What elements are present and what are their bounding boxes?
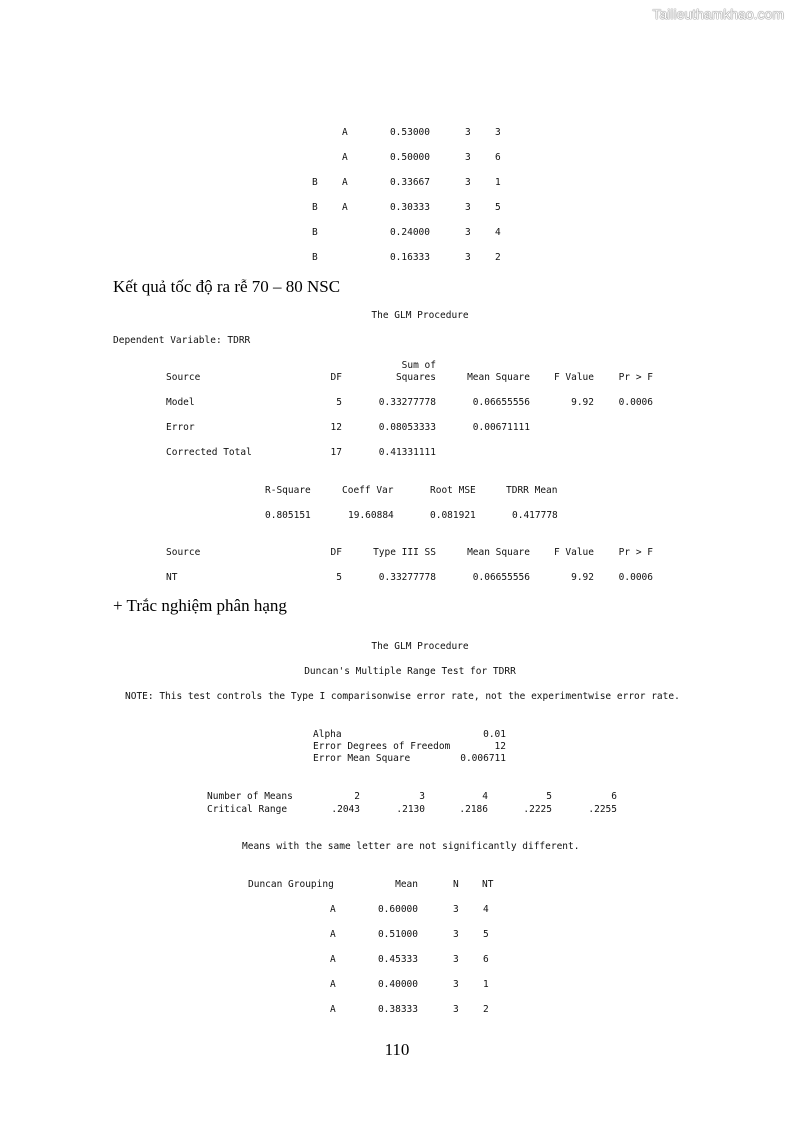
range-cell: .2130 [396,804,425,815]
range-cell: .2225 [523,804,552,815]
number-of-means-label: Number of Means [207,791,293,802]
n-cell: 3 [453,929,459,940]
mean-cell: 0.30333 [389,202,430,213]
df-cell: 17 [330,447,342,458]
grouping-letter: A [342,127,348,138]
duncan-subtitle: Duncan's Multiple Range Test for TDRR [304,666,516,677]
source-cell: Model [166,397,195,408]
source-header: Source [166,372,201,383]
n-cell: 3 [465,227,471,238]
ms-cell: 0.06655556 [472,397,530,408]
means-cell: 3 [419,791,425,802]
df-header: DF [330,372,342,383]
range-cell: .2186 [459,804,488,815]
nt-cell: 3 [495,127,501,138]
grouping-letter: A [342,152,348,163]
nt-cell: 5 [495,202,501,213]
source-cell: Corrected Total [166,447,252,458]
nt-cell: 2 [495,252,501,263]
rsquare-value: 0.805151 [265,510,311,521]
grouping-letter: A [330,954,336,965]
glm-title: The GLM Procedure [371,310,469,321]
cv-header: Coeff Var [342,485,394,496]
df-cell: 12 [330,422,342,433]
nt-cell: 4 [483,904,489,915]
grouping-letter: B [312,227,318,238]
means-cell: 2 [354,791,360,802]
mean-value: 0.417778 [512,510,558,521]
grouping-header: Duncan Grouping [248,879,334,890]
p-cell: 0.0006 [618,397,653,408]
df-header: DF [330,547,342,558]
ms-header: Mean Square [467,372,530,383]
duncan-glm-title: The GLM Procedure [371,641,469,652]
param-label: Alpha [313,729,342,740]
mean-cell: 0.38333 [377,1004,418,1015]
dependent-variable-label: Dependent Variable: TDRR [113,335,251,346]
nt-cell: 1 [483,979,489,990]
n-cell: 3 [465,202,471,213]
rmse-value: 0.081921 [430,510,476,521]
mean-header: TDRR Mean [506,485,558,496]
p-header: Pr > F [618,547,653,558]
mean-cell: 0.45333 [377,954,418,965]
section-heading-ranking-test: + Trắc nghiệm phân hạng [113,596,287,615]
mean-cell: 0.50000 [389,152,430,163]
grouping-letter: B [312,177,318,188]
nt-cell: 2 [483,1004,489,1015]
param-value: 12 [494,741,506,752]
section-heading-root-rate: Kết quả tốc độ ra rễ 70 – 80 NSC [113,277,341,296]
mean-cell: 0.24000 [389,227,430,238]
df-cell: 5 [336,397,342,408]
f-header: F Value [553,372,594,383]
n-cell: 3 [465,127,471,138]
nt-cell: 6 [483,954,489,965]
n-cell: 3 [453,954,459,965]
param-label: Error Degrees of Freedom [313,741,451,752]
grouping-letter: A [342,177,348,188]
param-value: 0.006711 [460,753,506,764]
p-header: Pr > F [618,372,653,383]
grouping-letter: B [312,252,318,263]
f-cell: 9.92 [571,572,594,583]
df-cell: 5 [336,572,342,583]
means-cell: 6 [611,791,617,802]
param-value: 0.01 [483,729,506,740]
ms-cell: 0.00671111 [472,422,530,433]
n-cell: 3 [465,152,471,163]
nt-cell: 6 [495,152,501,163]
mean-cell: 0.53000 [389,127,430,138]
ms-cell: 0.06655556 [472,572,530,583]
grouping-letter: A [330,929,336,940]
range-cell: .2043 [331,804,360,815]
ss-cell: 0.41331111 [378,447,436,458]
watermark-text: Tailieuthamkhao.com [652,6,784,22]
rsquare-header: R-Square [265,485,311,496]
means-cell: 5 [546,791,552,802]
grouping-letter: A [330,1004,336,1015]
ss-header-top: Sum of [401,360,436,371]
n-cell: 3 [465,177,471,188]
n-cell: 3 [453,904,459,915]
source-cell: NT [166,572,178,583]
grouping-letter: B [312,202,318,213]
page-number: 110 [384,1040,410,1059]
critical-range-label: Critical Range [207,804,288,815]
mean-cell: 0.16333 [389,252,430,263]
same-letter-note: Means with the same letter are not significantly different. [242,841,580,852]
n-cell: 3 [453,979,459,990]
n-header: N [453,879,459,890]
cv-value: 19.60884 [348,510,394,521]
ss-cell: 0.33277778 [378,572,436,583]
mean-cell: 0.40000 [377,979,418,990]
p-cell: 0.0006 [618,572,653,583]
n-cell: 3 [453,1004,459,1015]
means-cell: 4 [482,791,488,802]
mean-header: Mean [395,879,418,890]
param-label: Error Mean Square [313,753,411,764]
duncan-note: NOTE: This test controls the Type I comparisonwise error rate, not the experimentwise error rate. [125,691,680,702]
type3-ss-header: Type III SS [373,547,436,558]
mean-cell: 0.33667 [389,177,430,188]
f-header: F Value [553,547,594,558]
ss-cell: 0.33277778 [378,397,436,408]
ss-header: Squares [395,372,436,383]
n-cell: 3 [465,252,471,263]
f-cell: 9.92 [571,397,594,408]
nt-cell: 5 [483,929,489,940]
nt-cell: 4 [495,227,501,238]
mean-cell: 0.60000 [377,904,418,915]
source-cell: Error [166,422,195,433]
rmse-header: Root MSE [430,485,476,496]
ms-header: Mean Square [467,547,530,558]
grouping-letter: A [330,979,336,990]
grouping-letter: A [342,202,348,213]
mean-cell: 0.51000 [377,929,418,940]
source-header: Source [166,547,201,558]
nt-cell: 1 [495,177,501,188]
grouping-letter: A [330,904,336,915]
ss-cell: 0.08053333 [378,422,436,433]
nt-header: NT [482,879,494,890]
range-cell: .2255 [588,804,617,815]
